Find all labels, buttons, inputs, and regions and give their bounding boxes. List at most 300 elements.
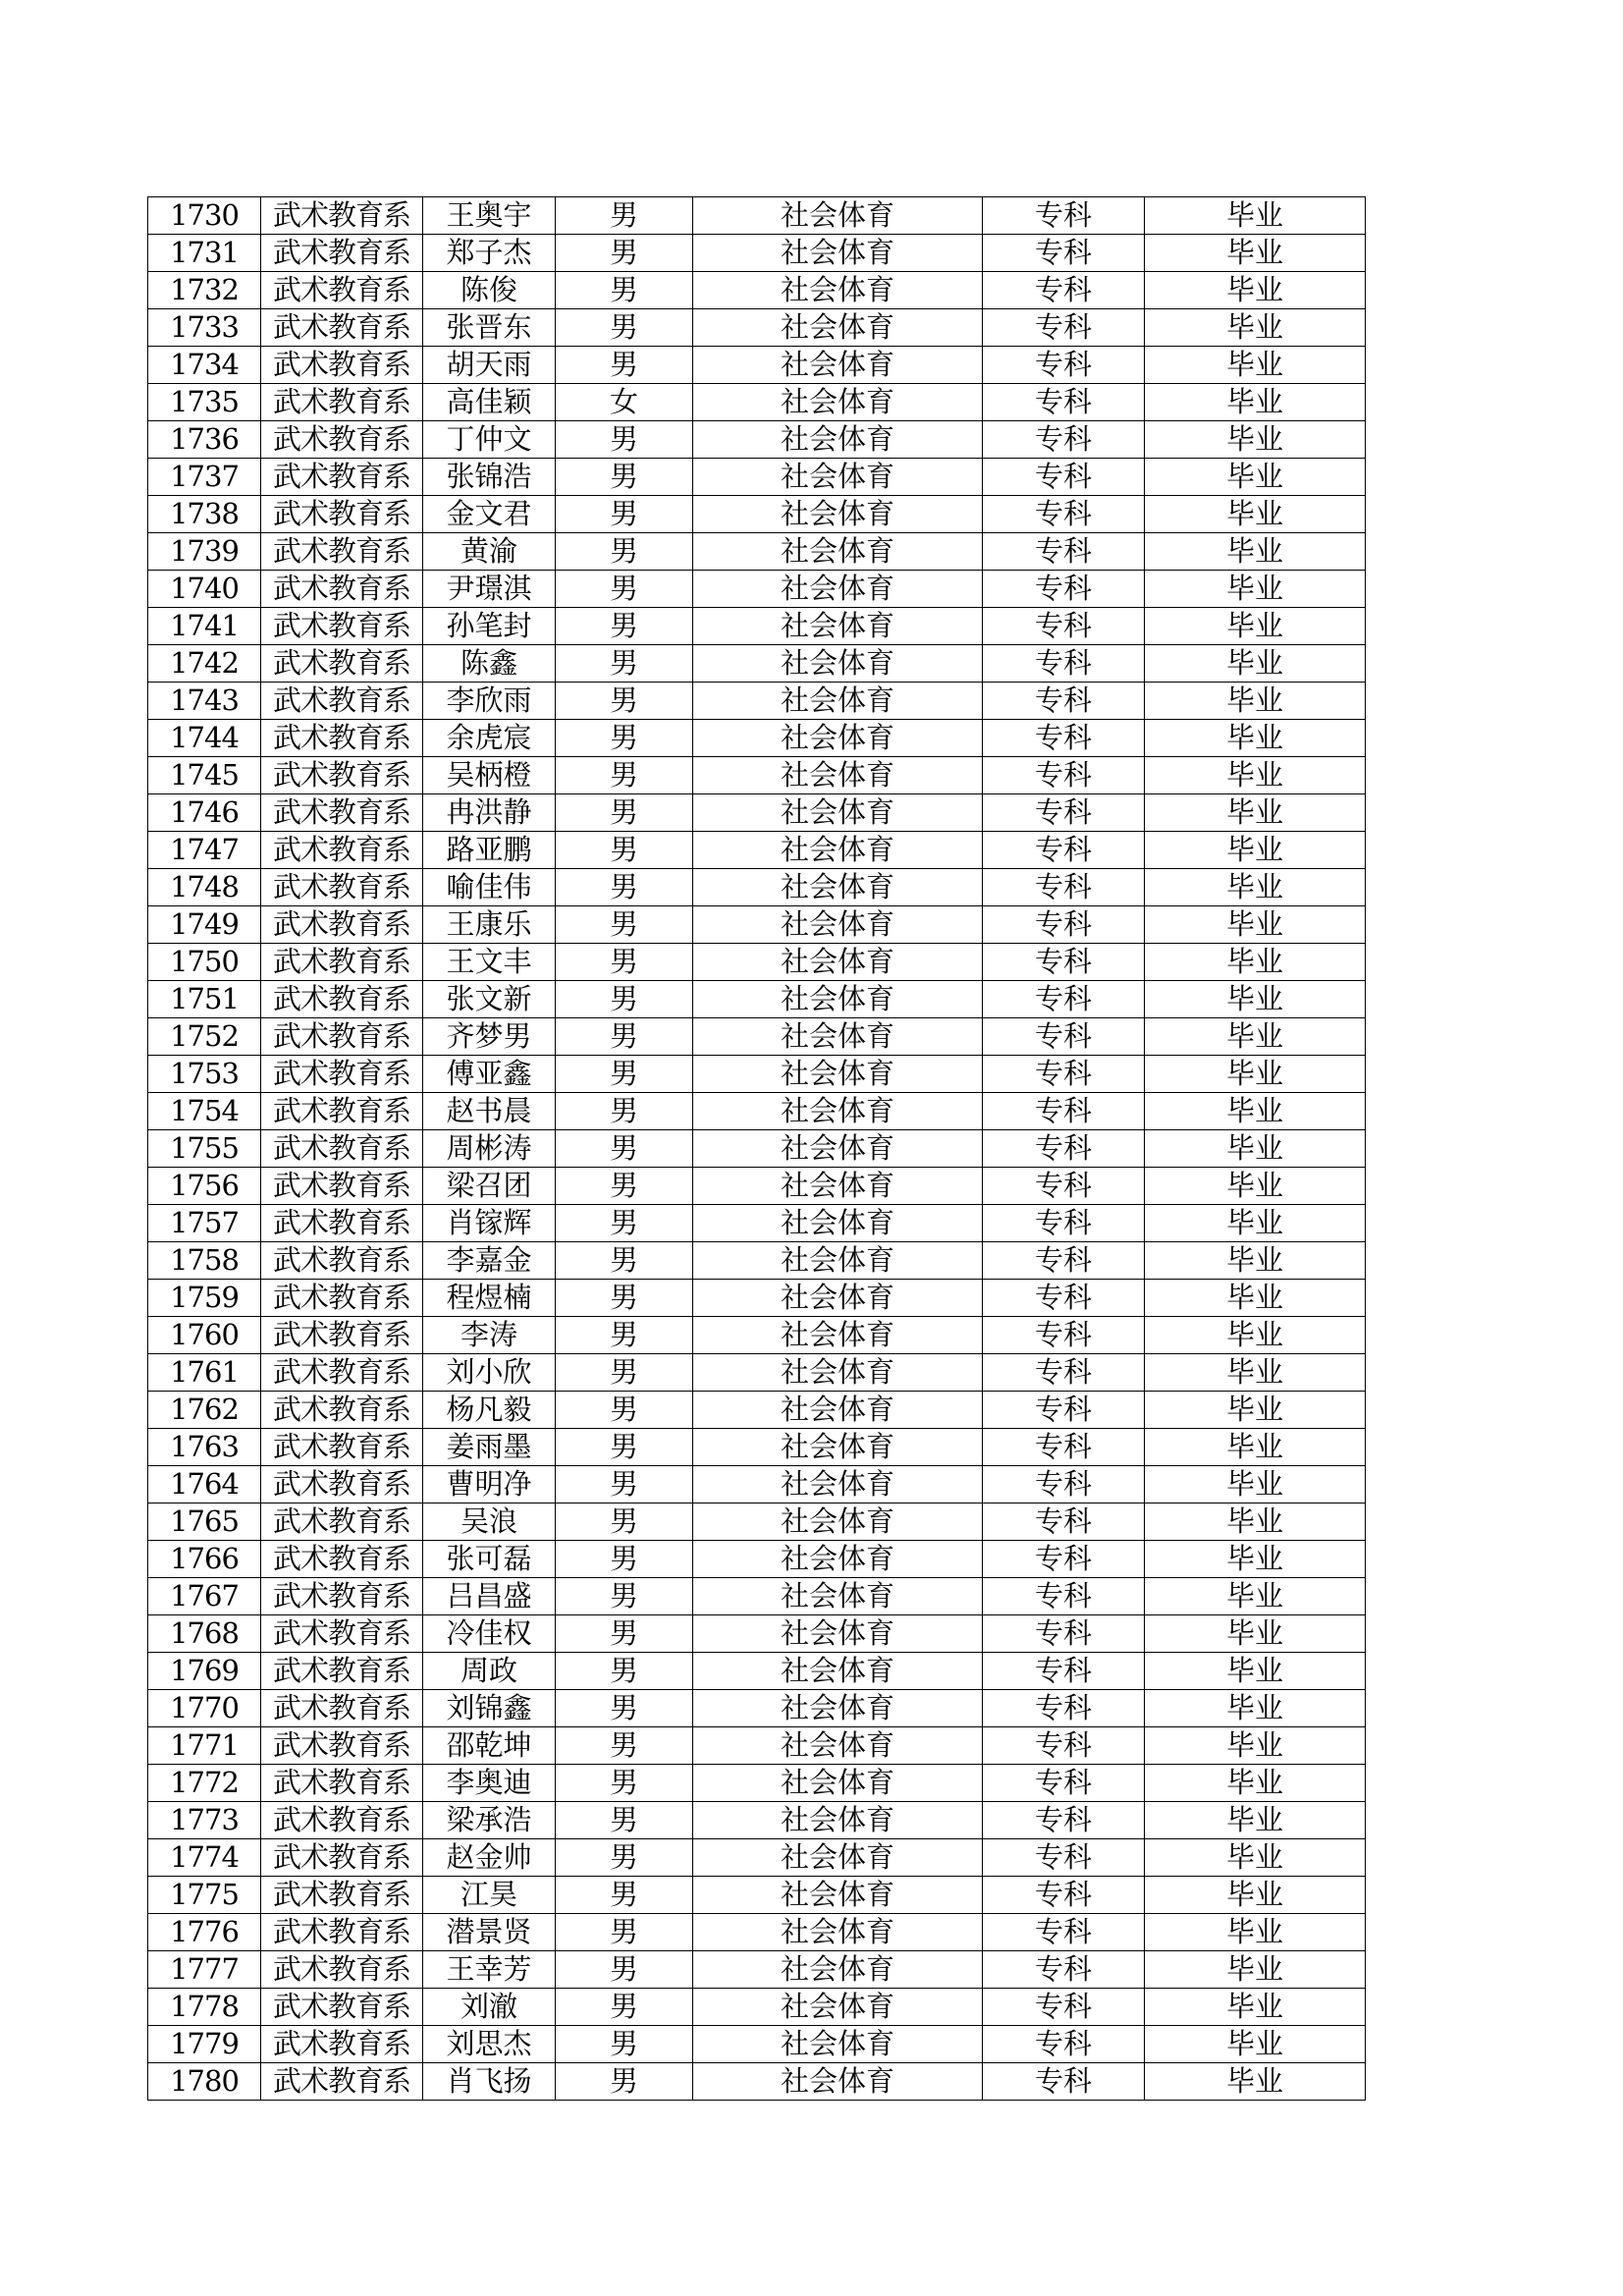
status-cell: 毕业 xyxy=(1145,1018,1366,1056)
gender-cell: 男 xyxy=(556,645,693,683)
major-cell: 社会体育 xyxy=(693,1578,983,1615)
table-row xyxy=(148,1690,1366,1727)
table-row xyxy=(148,496,1366,533)
status-cell: 毕业 xyxy=(1145,683,1366,720)
department-cell: 武术教育系 xyxy=(261,1765,423,1802)
table-row xyxy=(148,794,1366,832)
level-cell: 专科 xyxy=(983,1578,1145,1615)
name-cell: 高佳颖 xyxy=(423,384,556,421)
level-cell: 专科 xyxy=(983,459,1145,496)
department-cell: 武术教育系 xyxy=(261,1877,423,1914)
name-cell: 潜景贤 xyxy=(423,1914,556,1951)
status-cell: 毕业 xyxy=(1145,608,1366,645)
status-cell: 毕业 xyxy=(1145,1989,1366,2026)
table-row xyxy=(148,384,1366,421)
student-number-cell: 1735 xyxy=(148,384,261,421)
status-cell: 毕业 xyxy=(1145,2026,1366,2063)
level-cell: 专科 xyxy=(983,347,1145,384)
major-cell: 社会体育 xyxy=(693,1914,983,1951)
gender-cell: 女 xyxy=(556,384,693,421)
gender-cell: 男 xyxy=(556,1018,693,1056)
name-cell: 齐梦男 xyxy=(423,1018,556,1056)
department-cell: 武术教育系 xyxy=(261,347,423,384)
name-cell: 肖飞扬 xyxy=(423,2063,556,2101)
level-cell: 专科 xyxy=(983,1690,1145,1727)
name-cell: 尹璟淇 xyxy=(423,571,556,608)
department-cell: 武术教育系 xyxy=(261,1951,423,1989)
student-number-cell: 1745 xyxy=(148,757,261,794)
status-cell: 毕业 xyxy=(1145,1392,1366,1429)
name-cell: 喻佳伟 xyxy=(423,869,556,906)
gender-cell: 男 xyxy=(556,1914,693,1951)
table-row xyxy=(148,608,1366,645)
gender-cell: 男 xyxy=(556,1951,693,1989)
department-cell: 武术教育系 xyxy=(261,197,423,235)
name-cell: 丁仲文 xyxy=(423,421,556,459)
status-cell: 毕业 xyxy=(1145,1130,1366,1168)
student-number-cell: 1753 xyxy=(148,1056,261,1093)
table-row xyxy=(148,347,1366,384)
gender-cell: 男 xyxy=(556,1429,693,1466)
table-row xyxy=(148,2063,1366,2101)
level-cell: 专科 xyxy=(983,1392,1145,1429)
department-cell: 武术教育系 xyxy=(261,1466,423,1503)
level-cell: 专科 xyxy=(983,981,1145,1018)
major-cell: 社会体育 xyxy=(693,981,983,1018)
student-number-cell: 1779 xyxy=(148,2026,261,2063)
student-number-cell: 1752 xyxy=(148,1018,261,1056)
student-number-cell: 1761 xyxy=(148,1354,261,1392)
gender-cell: 男 xyxy=(556,1765,693,1802)
major-cell: 社会体育 xyxy=(693,1839,983,1877)
major-cell: 社会体育 xyxy=(693,1317,983,1354)
status-cell: 毕业 xyxy=(1145,1280,1366,1317)
name-cell: 江昊 xyxy=(423,1877,556,1914)
name-cell: 梁召团 xyxy=(423,1168,556,1205)
name-cell: 余虎宸 xyxy=(423,720,556,757)
status-cell: 毕业 xyxy=(1145,235,1366,272)
status-cell: 毕业 xyxy=(1145,720,1366,757)
status-cell: 毕业 xyxy=(1145,794,1366,832)
status-cell: 毕业 xyxy=(1145,272,1366,309)
department-cell: 武术教育系 xyxy=(261,645,423,683)
gender-cell: 男 xyxy=(556,981,693,1018)
student-number-cell: 1768 xyxy=(148,1615,261,1653)
department-cell: 武术教育系 xyxy=(261,533,423,571)
table-row xyxy=(148,1093,1366,1130)
status-cell: 毕业 xyxy=(1145,981,1366,1018)
name-cell: 张晋东 xyxy=(423,309,556,347)
department-cell: 武术教育系 xyxy=(261,1914,423,1951)
name-cell: 黄渝 xyxy=(423,533,556,571)
student-number-cell: 1763 xyxy=(148,1429,261,1466)
level-cell: 专科 xyxy=(983,1093,1145,1130)
status-cell: 毕业 xyxy=(1145,1354,1366,1392)
major-cell: 社会体育 xyxy=(693,1280,983,1317)
gender-cell: 男 xyxy=(556,459,693,496)
table-row xyxy=(148,1354,1366,1392)
major-cell: 社会体育 xyxy=(693,1503,983,1541)
status-cell: 毕业 xyxy=(1145,757,1366,794)
student-number-cell: 1780 xyxy=(148,2063,261,2101)
table-row xyxy=(148,1242,1366,1280)
major-cell: 社会体育 xyxy=(693,645,983,683)
student-number-cell: 1741 xyxy=(148,608,261,645)
level-cell: 专科 xyxy=(983,197,1145,235)
major-cell: 社会体育 xyxy=(693,1690,983,1727)
level-cell: 专科 xyxy=(983,1914,1145,1951)
name-cell: 邵乾坤 xyxy=(423,1727,556,1765)
department-cell: 武术教育系 xyxy=(261,1429,423,1466)
major-cell: 社会体育 xyxy=(693,1093,983,1130)
major-cell: 社会体育 xyxy=(693,832,983,869)
gender-cell: 男 xyxy=(556,1727,693,1765)
table-row xyxy=(148,421,1366,459)
status-cell: 毕业 xyxy=(1145,1541,1366,1578)
name-cell: 张可磊 xyxy=(423,1541,556,1578)
status-cell: 毕业 xyxy=(1145,1242,1366,1280)
name-cell: 王文丰 xyxy=(423,944,556,981)
level-cell: 专科 xyxy=(983,1205,1145,1242)
table-row xyxy=(148,1130,1366,1168)
status-cell: 毕业 xyxy=(1145,1578,1366,1615)
department-cell: 武术教育系 xyxy=(261,309,423,347)
major-cell: 社会体育 xyxy=(693,1877,983,1914)
department-cell: 武术教育系 xyxy=(261,1392,423,1429)
name-cell: 张锦浩 xyxy=(423,459,556,496)
student-number-cell: 1743 xyxy=(148,683,261,720)
gender-cell: 男 xyxy=(556,1130,693,1168)
gender-cell: 男 xyxy=(556,1839,693,1877)
major-cell: 社会体育 xyxy=(693,347,983,384)
student-number-cell: 1740 xyxy=(148,571,261,608)
table-row xyxy=(148,1802,1366,1839)
department-cell: 武术教育系 xyxy=(261,1242,423,1280)
table-row xyxy=(148,683,1366,720)
major-cell: 社会体育 xyxy=(693,1205,983,1242)
student-number-cell: 1766 xyxy=(148,1541,261,1578)
student-number-cell: 1775 xyxy=(148,1877,261,1914)
student-number-cell: 1733 xyxy=(148,309,261,347)
department-cell: 武术教育系 xyxy=(261,272,423,309)
student-number-cell: 1744 xyxy=(148,720,261,757)
level-cell: 专科 xyxy=(983,1989,1145,2026)
level-cell: 专科 xyxy=(983,533,1145,571)
gender-cell: 男 xyxy=(556,272,693,309)
department-cell: 武术教育系 xyxy=(261,1130,423,1168)
department-cell: 武术教育系 xyxy=(261,421,423,459)
gender-cell: 男 xyxy=(556,1317,693,1354)
gender-cell: 男 xyxy=(556,1690,693,1727)
level-cell: 专科 xyxy=(983,1877,1145,1914)
student-number-cell: 1754 xyxy=(148,1093,261,1130)
student-number-cell: 1756 xyxy=(148,1168,261,1205)
student-number-cell: 1774 xyxy=(148,1839,261,1877)
major-cell: 社会体育 xyxy=(693,1168,983,1205)
gender-cell: 男 xyxy=(556,2063,693,2101)
level-cell: 专科 xyxy=(983,1168,1145,1205)
gender-cell: 男 xyxy=(556,309,693,347)
gender-cell: 男 xyxy=(556,683,693,720)
department-cell: 武术教育系 xyxy=(261,1354,423,1392)
gender-cell: 男 xyxy=(556,1989,693,2026)
level-cell: 专科 xyxy=(983,944,1145,981)
name-cell: 赵书晨 xyxy=(423,1093,556,1130)
name-cell: 曹明净 xyxy=(423,1466,556,1503)
student-number-cell: 1731 xyxy=(148,235,261,272)
level-cell: 专科 xyxy=(983,1765,1145,1802)
student-number-cell: 1738 xyxy=(148,496,261,533)
status-cell: 毕业 xyxy=(1145,1727,1366,1765)
gender-cell: 男 xyxy=(556,869,693,906)
status-cell: 毕业 xyxy=(1145,1914,1366,1951)
gender-cell: 男 xyxy=(556,794,693,832)
name-cell: 刘思杰 xyxy=(423,2026,556,2063)
student-number-cell: 1734 xyxy=(148,347,261,384)
student-number-cell: 1759 xyxy=(148,1280,261,1317)
name-cell: 吕昌盛 xyxy=(423,1578,556,1615)
name-cell: 郑子杰 xyxy=(423,235,556,272)
level-cell: 专科 xyxy=(983,496,1145,533)
status-cell: 毕业 xyxy=(1145,1765,1366,1802)
major-cell: 社会体育 xyxy=(693,235,983,272)
student-number-cell: 1732 xyxy=(148,272,261,309)
level-cell: 专科 xyxy=(983,757,1145,794)
gender-cell: 男 xyxy=(556,1056,693,1093)
table-row xyxy=(148,1578,1366,1615)
level-cell: 专科 xyxy=(983,272,1145,309)
name-cell: 周彬涛 xyxy=(423,1130,556,1168)
student-number-cell: 1747 xyxy=(148,832,261,869)
gender-cell: 男 xyxy=(556,1503,693,1541)
table-row xyxy=(148,272,1366,309)
table-row xyxy=(148,1018,1366,1056)
level-cell: 专科 xyxy=(983,421,1145,459)
name-cell: 傅亚鑫 xyxy=(423,1056,556,1093)
gender-cell: 男 xyxy=(556,571,693,608)
level-cell: 专科 xyxy=(983,1429,1145,1466)
level-cell: 专科 xyxy=(983,645,1145,683)
gender-cell: 男 xyxy=(556,421,693,459)
student-number-cell: 1742 xyxy=(148,645,261,683)
gender-cell: 男 xyxy=(556,347,693,384)
level-cell: 专科 xyxy=(983,1727,1145,1765)
name-cell: 姜雨墨 xyxy=(423,1429,556,1466)
table-row xyxy=(148,1877,1366,1914)
gender-cell: 男 xyxy=(556,1392,693,1429)
status-cell: 毕业 xyxy=(1145,421,1366,459)
gender-cell: 男 xyxy=(556,197,693,235)
student-number-cell: 1736 xyxy=(148,421,261,459)
name-cell: 李嘉金 xyxy=(423,1242,556,1280)
table-row xyxy=(148,1168,1366,1205)
name-cell: 梁承浩 xyxy=(423,1802,556,1839)
status-cell: 毕业 xyxy=(1145,384,1366,421)
major-cell: 社会体育 xyxy=(693,869,983,906)
status-cell: 毕业 xyxy=(1145,1466,1366,1503)
major-cell: 社会体育 xyxy=(693,794,983,832)
department-cell: 武术教育系 xyxy=(261,1653,423,1690)
major-cell: 社会体育 xyxy=(693,1989,983,2026)
student-number-cell: 1737 xyxy=(148,459,261,496)
gender-cell: 男 xyxy=(556,2026,693,2063)
status-cell: 毕业 xyxy=(1145,197,1366,235)
name-cell: 冉洪静 xyxy=(423,794,556,832)
name-cell: 冷佳权 xyxy=(423,1615,556,1653)
department-cell: 武术教育系 xyxy=(261,1317,423,1354)
department-cell: 武术教育系 xyxy=(261,1541,423,1578)
name-cell: 刘小欣 xyxy=(423,1354,556,1392)
status-cell: 毕业 xyxy=(1145,906,1366,944)
major-cell: 社会体育 xyxy=(693,1653,983,1690)
department-cell: 武术教育系 xyxy=(261,459,423,496)
status-cell: 毕业 xyxy=(1145,1168,1366,1205)
gender-cell: 男 xyxy=(556,1802,693,1839)
table-row xyxy=(148,906,1366,944)
department-cell: 武术教育系 xyxy=(261,1615,423,1653)
status-cell: 毕业 xyxy=(1145,1615,1366,1653)
table-row xyxy=(148,832,1366,869)
table-row xyxy=(148,1317,1366,1354)
name-cell: 路亚鹏 xyxy=(423,832,556,869)
status-cell: 毕业 xyxy=(1145,309,1366,347)
major-cell: 社会体育 xyxy=(693,1802,983,1839)
status-cell: 毕业 xyxy=(1145,347,1366,384)
table-row xyxy=(148,720,1366,757)
gender-cell: 男 xyxy=(556,832,693,869)
status-cell: 毕业 xyxy=(1145,1429,1366,1466)
major-cell: 社会体育 xyxy=(693,197,983,235)
level-cell: 专科 xyxy=(983,1802,1145,1839)
level-cell: 专科 xyxy=(983,1951,1145,1989)
student-number-cell: 1746 xyxy=(148,794,261,832)
student-number-cell: 1778 xyxy=(148,1989,261,2026)
name-cell: 刘澈 xyxy=(423,1989,556,2026)
table-row xyxy=(148,571,1366,608)
student-number-cell: 1749 xyxy=(148,906,261,944)
major-cell: 社会体育 xyxy=(693,2063,983,2101)
department-cell: 武术教育系 xyxy=(261,235,423,272)
major-cell: 社会体育 xyxy=(693,1392,983,1429)
level-cell: 专科 xyxy=(983,2026,1145,2063)
department-cell: 武术教育系 xyxy=(261,1093,423,1130)
student-number-cell: 1770 xyxy=(148,1690,261,1727)
name-cell: 王奥宇 xyxy=(423,197,556,235)
major-cell: 社会体育 xyxy=(693,1466,983,1503)
student-number-cell: 1757 xyxy=(148,1205,261,1242)
student-number-cell: 1730 xyxy=(148,197,261,235)
status-cell: 毕业 xyxy=(1145,1802,1366,1839)
level-cell: 专科 xyxy=(983,1354,1145,1392)
gender-cell: 男 xyxy=(556,1466,693,1503)
table-row xyxy=(148,2026,1366,2063)
status-cell: 毕业 xyxy=(1145,1317,1366,1354)
major-cell: 社会体育 xyxy=(693,571,983,608)
name-cell: 胡天雨 xyxy=(423,347,556,384)
level-cell: 专科 xyxy=(983,1839,1145,1877)
status-cell: 毕业 xyxy=(1145,1877,1366,1914)
name-cell: 赵金帅 xyxy=(423,1839,556,1877)
level-cell: 专科 xyxy=(983,235,1145,272)
major-cell: 社会体育 xyxy=(693,1018,983,1056)
student-number-cell: 1777 xyxy=(148,1951,261,1989)
student-number-cell: 1776 xyxy=(148,1914,261,1951)
name-cell: 李涛 xyxy=(423,1317,556,1354)
table-row xyxy=(148,1392,1366,1429)
major-cell: 社会体育 xyxy=(693,1429,983,1466)
status-cell: 毕业 xyxy=(1145,533,1366,571)
department-cell: 武术教育系 xyxy=(261,1727,423,1765)
major-cell: 社会体育 xyxy=(693,1765,983,1802)
department-cell: 武术教育系 xyxy=(261,683,423,720)
gender-cell: 男 xyxy=(556,1093,693,1130)
gender-cell: 男 xyxy=(556,1280,693,1317)
status-cell: 毕业 xyxy=(1145,944,1366,981)
major-cell: 社会体育 xyxy=(693,1242,983,1280)
name-cell: 张文新 xyxy=(423,981,556,1018)
status-cell: 毕业 xyxy=(1145,1653,1366,1690)
table-row xyxy=(148,1615,1366,1653)
table-row xyxy=(148,459,1366,496)
level-cell: 专科 xyxy=(983,1056,1145,1093)
level-cell: 专科 xyxy=(983,1317,1145,1354)
gender-cell: 男 xyxy=(556,906,693,944)
department-cell: 武术教育系 xyxy=(261,1802,423,1839)
name-cell: 王幸芳 xyxy=(423,1951,556,1989)
name-cell: 陈鑫 xyxy=(423,645,556,683)
table-row xyxy=(148,1280,1366,1317)
student-number-cell: 1748 xyxy=(148,869,261,906)
major-cell: 社会体育 xyxy=(693,1541,983,1578)
student-number-cell: 1773 xyxy=(148,1802,261,1839)
table-row xyxy=(148,1653,1366,1690)
status-cell: 毕业 xyxy=(1145,496,1366,533)
table-row xyxy=(148,309,1366,347)
major-cell: 社会体育 xyxy=(693,608,983,645)
major-cell: 社会体育 xyxy=(693,944,983,981)
department-cell: 武术教育系 xyxy=(261,944,423,981)
name-cell: 周政 xyxy=(423,1653,556,1690)
department-cell: 武术教育系 xyxy=(261,1578,423,1615)
level-cell: 专科 xyxy=(983,2063,1145,2101)
table-row xyxy=(148,981,1366,1018)
major-cell: 社会体育 xyxy=(693,1951,983,1989)
level-cell: 专科 xyxy=(983,1242,1145,1280)
status-cell: 毕业 xyxy=(1145,1951,1366,1989)
status-cell: 毕业 xyxy=(1145,869,1366,906)
level-cell: 专科 xyxy=(983,1018,1145,1056)
gender-cell: 男 xyxy=(556,1168,693,1205)
gender-cell: 男 xyxy=(556,1205,693,1242)
major-cell: 社会体育 xyxy=(693,272,983,309)
department-cell: 武术教育系 xyxy=(261,1168,423,1205)
major-cell: 社会体育 xyxy=(693,757,983,794)
name-cell: 程煜楠 xyxy=(423,1280,556,1317)
department-cell: 武术教育系 xyxy=(261,720,423,757)
major-cell: 社会体育 xyxy=(693,496,983,533)
student-number-cell: 1751 xyxy=(148,981,261,1018)
student-number-cell: 1750 xyxy=(148,944,261,981)
gender-cell: 男 xyxy=(556,496,693,533)
table-row xyxy=(148,1765,1366,1802)
major-cell: 社会体育 xyxy=(693,533,983,571)
level-cell: 专科 xyxy=(983,1130,1145,1168)
table-row xyxy=(148,1466,1366,1503)
major-cell: 社会体育 xyxy=(693,683,983,720)
level-cell: 专科 xyxy=(983,608,1145,645)
student-number-cell: 1767 xyxy=(148,1578,261,1615)
status-cell: 毕业 xyxy=(1145,1205,1366,1242)
